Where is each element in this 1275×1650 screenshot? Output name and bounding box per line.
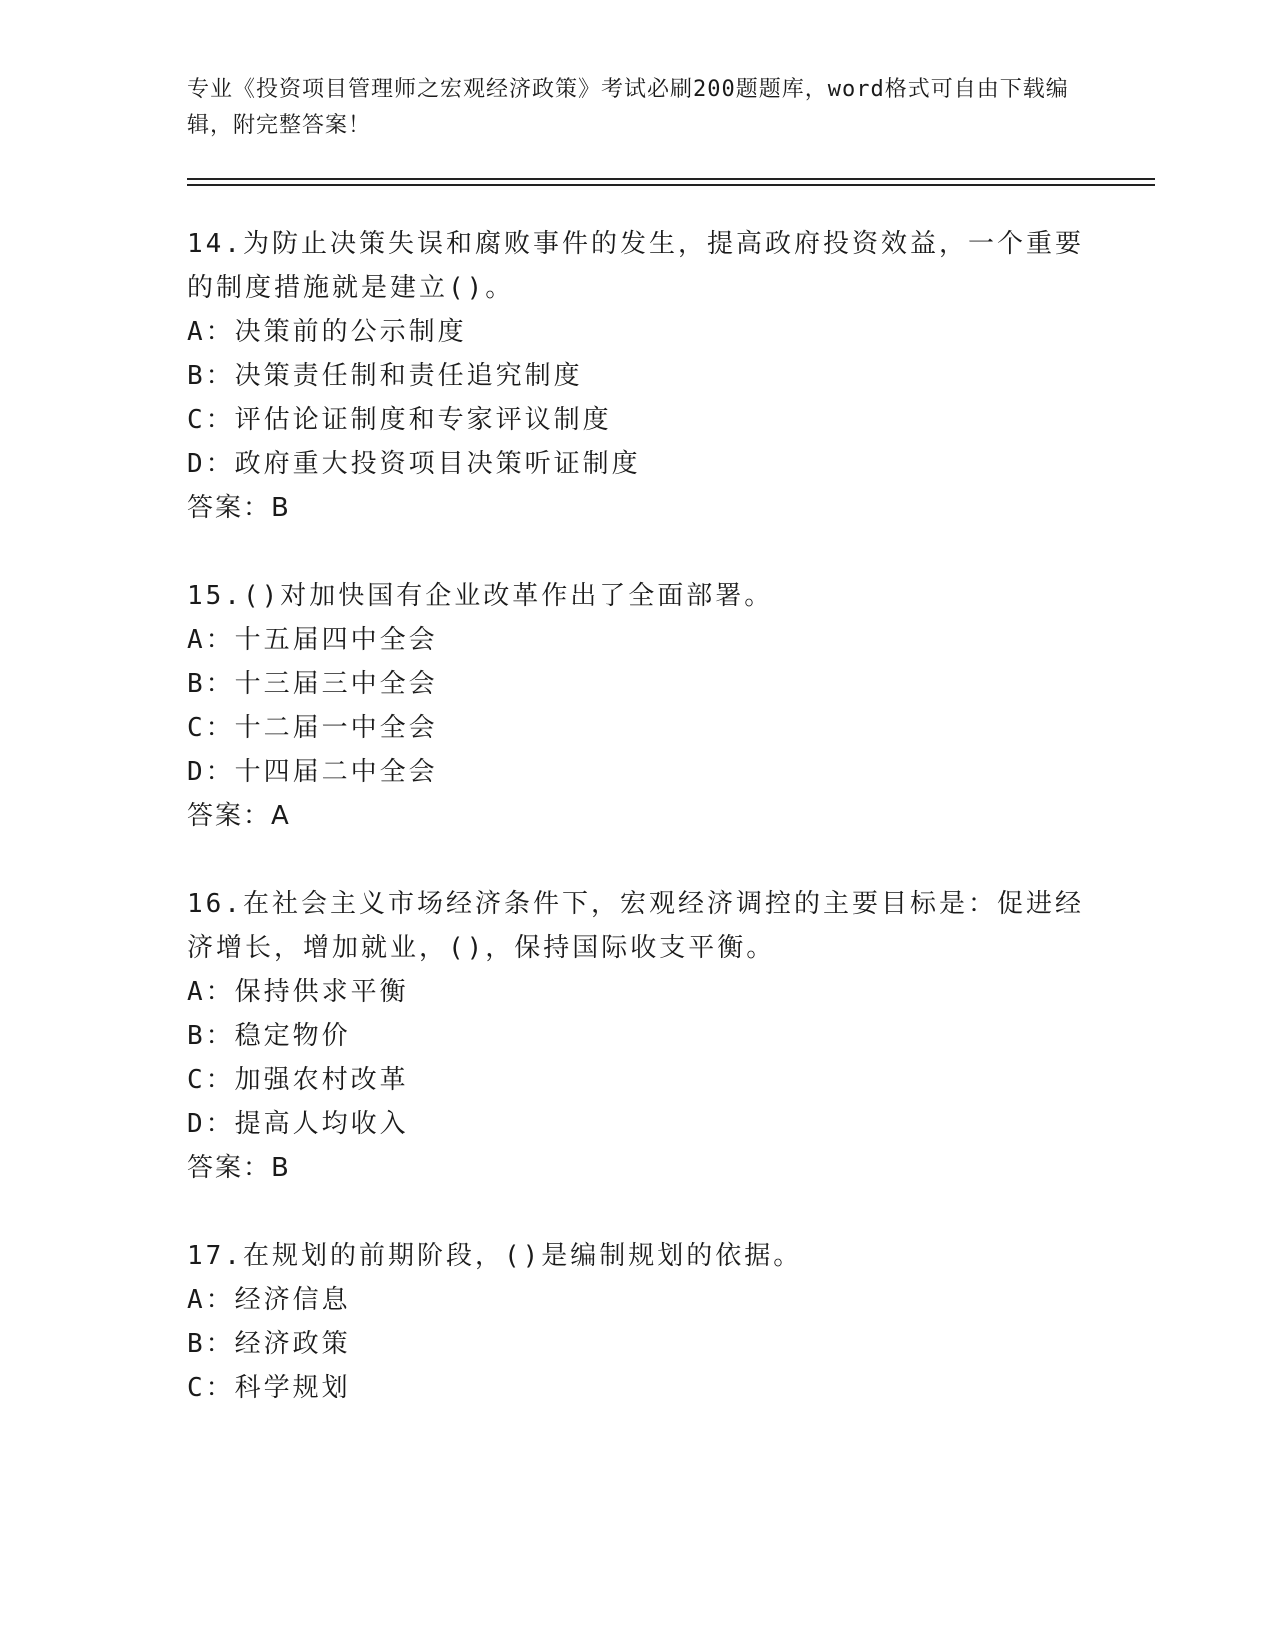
question-16-answer: 答案：B [187, 1153, 291, 1183]
question-15-stem-line-1: 15.()对加快国有企业改革作出了全面部署。 [187, 581, 774, 611]
question-14-stem-line-2: 的制度措施就是建立()。 [187, 273, 515, 303]
question-14-option-d: D：政府重大投资项目决策听证制度 [187, 449, 641, 479]
question-14-option-a: A：决策前的公示制度 [187, 317, 467, 347]
question-15-option-b: B：十三届三中全会 [187, 669, 438, 699]
question-15-answer: 答案：A [187, 801, 291, 831]
question-17-stem-line-1: 17.在规划的前期阶段，()是编制规划的依据。 [187, 1241, 803, 1271]
question-16-stem-line-1: 16.在社会主义市场经济条件下，宏观经济调控的主要目标是：促进经 [187, 889, 1084, 919]
question-17-option-a: A：经济信息 [187, 1285, 351, 1315]
question-17-option-c: C：科学规划 [187, 1373, 351, 1403]
question-16-option-a: A：保持供求平衡 [187, 977, 409, 1007]
question-15-option-d: D：十四届二中全会 [187, 757, 438, 787]
question-14-option-b: B：决策责任制和责任追究制度 [187, 361, 583, 391]
question-14-option-c: C：评估论证制度和专家评议制度 [187, 405, 612, 435]
question-17-option-b: B：经济政策 [187, 1329, 351, 1359]
question-14-stem-line-1: 14.为防止决策失误和腐败事件的发生，提高政府投资效益，一个重要 [187, 229, 1084, 259]
question-14-answer: 答案：B [187, 493, 291, 523]
question-15-option-c: C：十二届一中全会 [187, 713, 438, 743]
question-16-stem-line-2: 济增长，增加就业，()，保持国际收支平衡。 [187, 933, 776, 963]
header-divider-top [187, 178, 1155, 180]
question-16-option-d: D：提高人均收入 [187, 1109, 409, 1139]
header-divider-bottom [187, 184, 1155, 186]
question-16-option-c: C：加强农村改革 [187, 1065, 409, 1095]
question-15-option-a: A：十五届四中全会 [187, 625, 438, 655]
question-16-option-b: B：稳定物价 [187, 1021, 351, 1051]
document-header: 专业《投资项目管理师之宏观经济政策》考试必刷200题题库，word格式可自由下载编辑，附完整答案！ [187, 77, 1069, 138]
